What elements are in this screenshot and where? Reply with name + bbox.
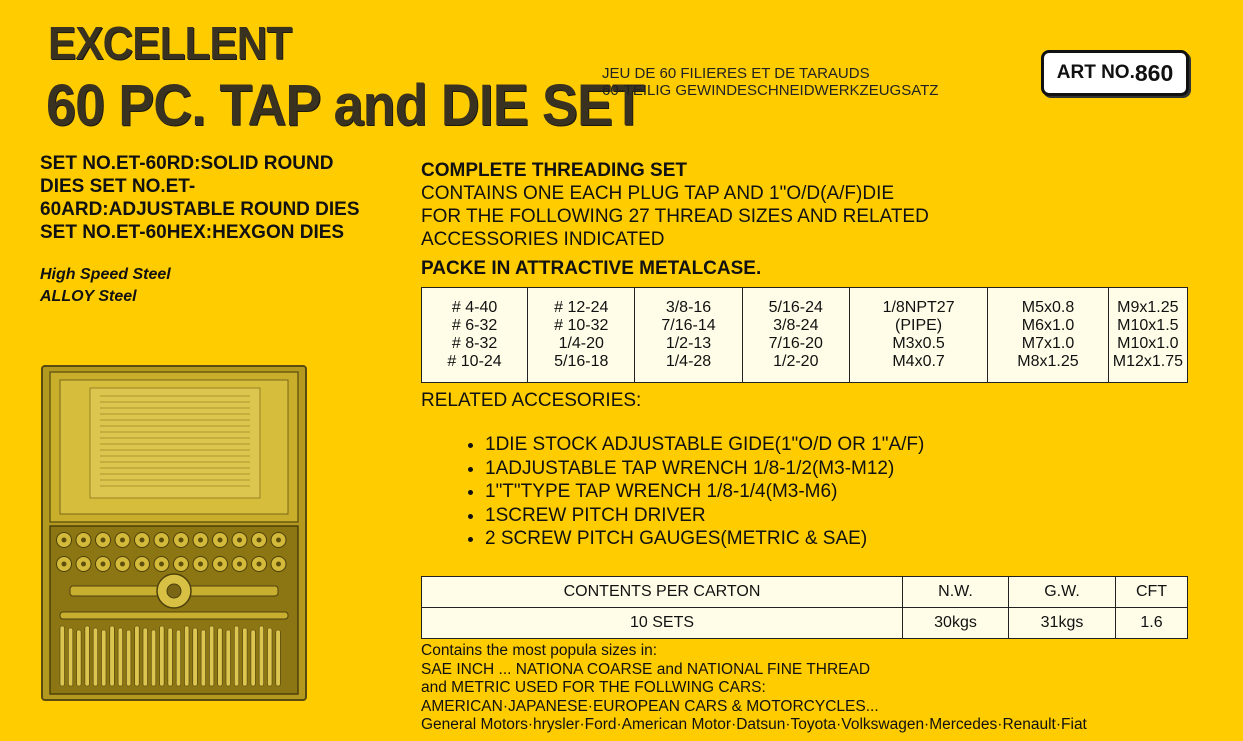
thread-size: # 6-32 <box>451 317 498 334</box>
thread-size: 7/16-20 <box>768 335 823 352</box>
column-header: N.W. <box>903 577 1009 608</box>
thread-size: 7/16-14 <box>661 317 716 334</box>
footnote-line: General Motors·hrysler·Ford·American Motor·Datsun·Toyota·Volkswagen·Mercedes·Renault·Fiat <box>421 716 1087 733</box>
thread-size-cell <box>988 288 1108 383</box>
table-row <box>422 288 1188 383</box>
set-number-line: SET NO.ET-60RD:SOLID ROUND <box>40 153 334 174</box>
die-hole <box>198 538 203 543</box>
thread-sizes-table <box>421 287 1188 383</box>
die-hole <box>140 538 145 543</box>
description-body <box>421 182 1061 251</box>
thread-size-cell <box>528 288 635 383</box>
material-high-speed-steel: High Speed Steel <box>40 266 171 283</box>
table-row <box>422 608 1188 639</box>
tap-piece <box>60 626 65 686</box>
list-item: • 1SCREW PITCH DRIVER <box>485 504 924 528</box>
list-item: • 1ADJUSTABLE TAP WRENCH 1/8-1/2(M3-M12) <box>485 457 924 481</box>
column-header: G.W. <box>1009 577 1116 608</box>
die-hole <box>276 562 281 567</box>
tap-and-die-set-case-image <box>40 364 308 702</box>
tap-piece <box>126 630 130 686</box>
tap-piece <box>93 628 98 686</box>
set-number-line: 60ARD:ADJUSTABLE ROUND DIES <box>40 199 360 220</box>
footnote-line: SAE INCH ... NATIONA COARSE and NATIONAL FINE THREAD <box>421 660 871 678</box>
list-item: • 1DIE STOCK ADJUSTABLE GIDE(1"O/D OR 1"A/F) <box>485 433 924 457</box>
die-hole <box>257 538 262 543</box>
carton-table <box>421 576 1188 639</box>
thread-size: M4x0.7 <box>892 353 945 370</box>
thread-size: 1/4-20 <box>558 335 604 352</box>
die-hole <box>179 538 184 543</box>
die-hole <box>120 562 125 567</box>
footnote <box>421 642 1087 735</box>
die-hole <box>62 562 67 567</box>
thread-size: M5x0.8 <box>1021 299 1075 316</box>
tap-piece <box>243 628 248 686</box>
die-hole <box>179 562 184 567</box>
die-hole <box>276 538 281 543</box>
tap-piece <box>168 628 173 686</box>
tap-piece <box>234 626 239 686</box>
thread-size: 1/2-13 <box>665 335 712 352</box>
die-hole <box>159 538 164 543</box>
subtitle-french: JEU DE 60 FILIERES ET DE TARAUDS <box>602 65 870 82</box>
tap-piece <box>226 630 231 686</box>
description-line: FOR THE FOLLOWING 27 THREAD SIZES AND RELATED <box>421 206 929 227</box>
table-cell: 31kgs <box>1009 608 1116 639</box>
tap-piece <box>185 626 190 686</box>
thread-size: M12x1.75 <box>1112 353 1183 370</box>
thread-size: M6x1.0 <box>1021 317 1075 334</box>
tap-piece <box>218 628 223 686</box>
thread-size-cell <box>849 288 987 383</box>
art-number-value: 860 <box>1134 59 1174 86</box>
thread-size: 5/16-18 <box>554 353 609 370</box>
thread-size: M7x1.0 <box>1021 335 1075 352</box>
title-line-2: 60 PC. TAP and DIE SET <box>46 73 645 138</box>
thread-size: 1/2-20 <box>773 353 819 370</box>
die-hole <box>101 538 106 543</box>
tap-piece <box>135 626 140 686</box>
footnote-line: and METRIC USED FOR THE FOLLWING CARS: <box>421 679 766 696</box>
column-header: CFT <box>1116 577 1188 608</box>
description-line: CONTAINS ONE EACH PLUG TAP AND 1"O/D(A/F)DIE <box>421 183 895 204</box>
subtitle-german: 60-TEILIG GEWINDESCHNEIDWERKZEUGSATZ <box>602 82 939 99</box>
thread-size: M9x1.25 <box>1117 299 1179 316</box>
tap-piece <box>209 626 214 686</box>
set-number-line: DIES SET NO.ET- <box>40 176 196 197</box>
tap-piece <box>276 630 281 686</box>
list-item: • 1"T"TYPE TAP WRENCH 1/8-1/4(M3-M6) <box>485 480 924 504</box>
table-cell: 10 SETS <box>422 608 903 639</box>
tap-piece <box>268 628 273 686</box>
die-hole <box>81 538 86 543</box>
die-hole <box>237 538 242 543</box>
thread-size: # 10-24 <box>447 353 502 370</box>
thread-size: M8x1.25 <box>1017 353 1079 370</box>
thread-size: M10x1.5 <box>1117 317 1179 334</box>
accessories-heading: RELATED ACCESORIES: <box>421 390 642 411</box>
table-header-row <box>422 577 1188 608</box>
metalcase-note: PACKE IN ATTRACTIVE METALCASE. <box>421 258 762 279</box>
column-header: CONTENTS PER CARTON <box>422 577 903 608</box>
thread-size-cell <box>635 288 742 383</box>
tap-piece <box>193 628 198 686</box>
thread-size: # 4-40 <box>451 299 498 316</box>
tap-piece <box>151 630 156 686</box>
set-numbers <box>40 152 400 244</box>
die-hole <box>218 562 223 567</box>
die-hole <box>81 562 86 567</box>
table-cell: 1.6 <box>1116 608 1188 639</box>
description-line: ACCESSORIES INDICATED <box>421 229 665 250</box>
tap-piece <box>201 630 206 686</box>
die-hole <box>120 538 125 543</box>
art-number-prefix: ART NO. <box>1056 62 1135 83</box>
die-hole <box>159 562 164 567</box>
tap-piece <box>251 630 256 686</box>
tap-piece <box>118 628 123 686</box>
thread-size-cell <box>422 288 528 383</box>
set-number-line: SET NO.ET-60HEX:HEXGON DIES <box>40 222 345 243</box>
accessories-list <box>465 433 924 551</box>
tap-piece <box>160 626 165 686</box>
table-cell: 30kgs <box>903 608 1009 639</box>
thread-size: 1/4-28 <box>665 353 712 370</box>
footnote-line: AMERICAN·JAPANESE·EUROPEAN CARS & MOTORCYCLES... <box>421 697 879 715</box>
art-number-badge <box>1041 50 1189 96</box>
die-hole <box>257 562 262 567</box>
description-heading: COMPLETE THREADING SET <box>421 160 688 181</box>
thread-size: 5/16-24 <box>768 299 823 316</box>
tap-piece <box>77 630 82 686</box>
title-line-1: EXCELLENT <box>48 17 292 69</box>
thread-size-cell <box>1108 288 1187 383</box>
tap-piece <box>143 628 148 686</box>
tap-piece <box>176 630 181 686</box>
thread-size: (PIPE) <box>895 317 943 334</box>
thread-size: 3/8-24 <box>773 317 819 334</box>
thread-size: 1/8NPT27 <box>882 299 955 316</box>
tap-piece <box>259 626 264 686</box>
thread-size-cell <box>742 288 849 383</box>
tap-piece <box>102 630 107 686</box>
footnote-line: Contains the most popula sizes in: <box>421 642 658 659</box>
thread-size: M3x0.5 <box>892 335 945 352</box>
thread-size: # 8-32 <box>451 335 498 352</box>
tap-piece <box>110 626 115 686</box>
thread-size: M10x1.0 <box>1117 335 1179 352</box>
tap-piece <box>68 628 73 686</box>
thread-size: 3/8-16 <box>665 299 712 316</box>
tap-piece <box>85 626 90 686</box>
material-alloy-steel: ALLOY Steel <box>40 288 137 305</box>
die-hole <box>140 562 145 567</box>
thread-size: # 12-24 <box>554 299 609 316</box>
thread-size: # 10-32 <box>554 317 609 334</box>
die-hole <box>62 538 67 543</box>
die-hole <box>101 562 106 567</box>
die-hole <box>218 538 223 543</box>
list-item: • 2 SCREW PITCH GAUGES(METRIC & SAE) <box>485 527 924 551</box>
die-hole <box>237 562 242 567</box>
die-hole <box>198 562 203 567</box>
